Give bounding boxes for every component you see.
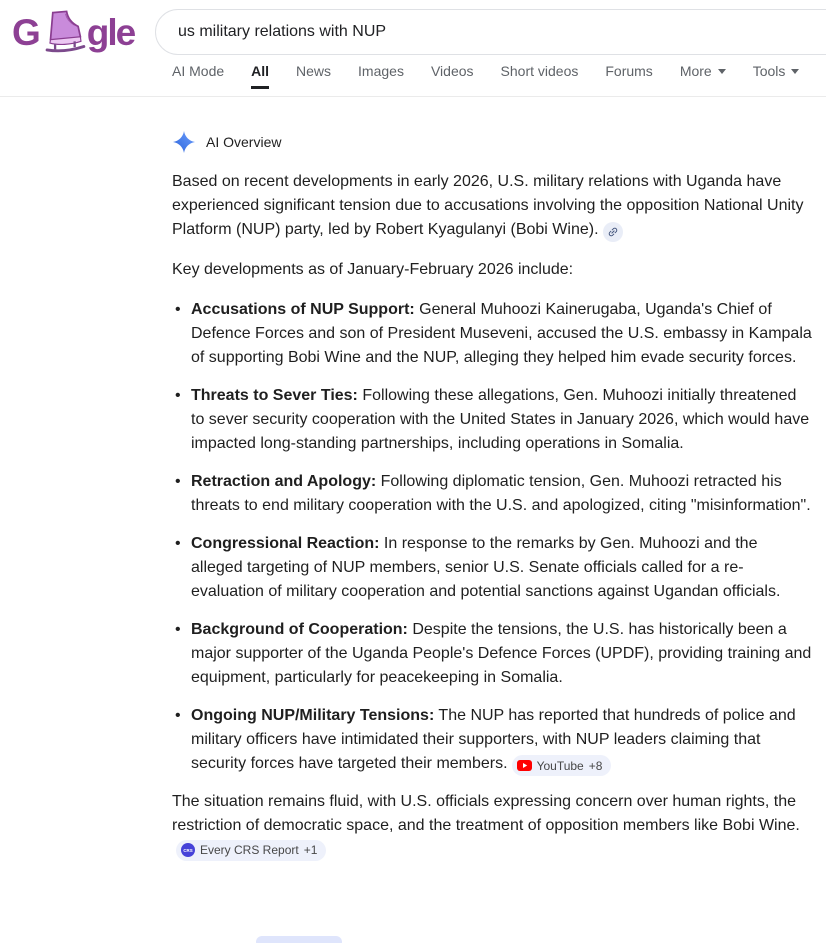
citation-link-icon[interactable] [603, 222, 623, 242]
results-tabs [172, 63, 799, 89]
tab-forums[interactable]: Forums [605, 63, 653, 79]
chevron-down-icon [718, 69, 726, 74]
citation-chip-youtube[interactable]: YouTube +8 [512, 755, 612, 776]
youtube-icon [517, 760, 532, 771]
tab-more[interactable]: More [680, 63, 726, 89]
search-query[interactable]: us military relations with NUP [178, 23, 387, 40]
svg-text:CRS: CRS [183, 848, 193, 853]
intro-paragraph: Based on recent developments in early 2026, U.S. military relations with Uganda have experienced significant tension due to accusations involving the opposition National Unity Platform (NUP) party, led by Robert Kyagulanyi (Bobi Wine). [172, 170, 812, 242]
logo-text-left: G [12, 12, 39, 53]
crs-report-icon [181, 843, 195, 857]
tab-tools[interactable]: Tools [753, 63, 800, 89]
header-divider [0, 96, 826, 97]
citation-chip-crs[interactable]: CRS Every CRS Report +1 [176, 840, 326, 861]
ai-sparkle-icon [172, 130, 196, 154]
ai-overview-title: AI Overview [206, 134, 282, 150]
cutoff-element[interactable] [256, 936, 342, 943]
list-item: • Ongoing NUP/Military Tensions: The NUP has reported that hundreds of police and military officers have intimidated their supporters, with NUP leaders claiming that security forces have targeted their members. YouTube +8 [172, 704, 812, 776]
list-item: • Accusations of NUP Support: General Muhoozi Kainerugaba, Uganda's Chief of Defence Forces and son of President Museveni, accused the U.S. embassy in Kampala of supporting Bobi Wine and the NUP, alleging they helped him evade security forces. [172, 298, 812, 370]
logo-text-right: gle [86, 12, 135, 53]
tab-short-videos[interactable]: Short videos [500, 63, 579, 79]
tab-images[interactable]: Images [358, 63, 404, 79]
ai-overview-header [172, 130, 812, 154]
closing-paragraph: The situation remains fluid, with U.S. officials expressing concern over human rights, the restriction of democratic space, and the treatment of opposition members like Bobi Wine. CRS Every CRS Report +1 [172, 790, 812, 862]
chevron-down-icon [791, 69, 799, 74]
google-logo[interactable] [12, 8, 134, 58]
list-item: • Background of Cooperation: Despite the tensions, the U.S. has historically been a major supporter of the Uganda People's Defence Forces (UPDF), providing training and equipment, particularly for peacekeeping in Somalia. [172, 618, 812, 690]
key-developments-list [172, 298, 812, 776]
key-developments-line: Key developments as of January-February 2026 include: [172, 261, 574, 278]
tab-ai-mode[interactable]: AI Mode [172, 63, 225, 79]
list-item: • Threats to Sever Ties: Following these allegations, Gen. Muhoozi initially threatened to sever security cooperation with the United States in January 2026, which would have impacted long-standing partnerships, including operations in Somalia. [172, 384, 812, 456]
tab-news[interactable]: News [296, 63, 332, 79]
list-item: • Retraction and Apology: Following diplomatic tension, Gen. Muhoozi retracted his threats to end military cooperation with the U.S. and apologized, citing "misinformation". [172, 470, 812, 518]
ice-skate-doodle-icon [35, 8, 89, 54]
tab-videos[interactable]: Videos [430, 63, 474, 79]
ai-overview-section [172, 130, 812, 862]
list-item: • Congressional Reaction: In response to the remarks by Gen. Muhoozi and the alleged targeting of NUP members, senior U.S. Senate officials called for a re-evaluation of military cooperation and potential sanctions against Ugandan officials. [172, 532, 812, 604]
search-bar[interactable] [155, 9, 826, 55]
tab-all[interactable]: All [251, 63, 269, 89]
